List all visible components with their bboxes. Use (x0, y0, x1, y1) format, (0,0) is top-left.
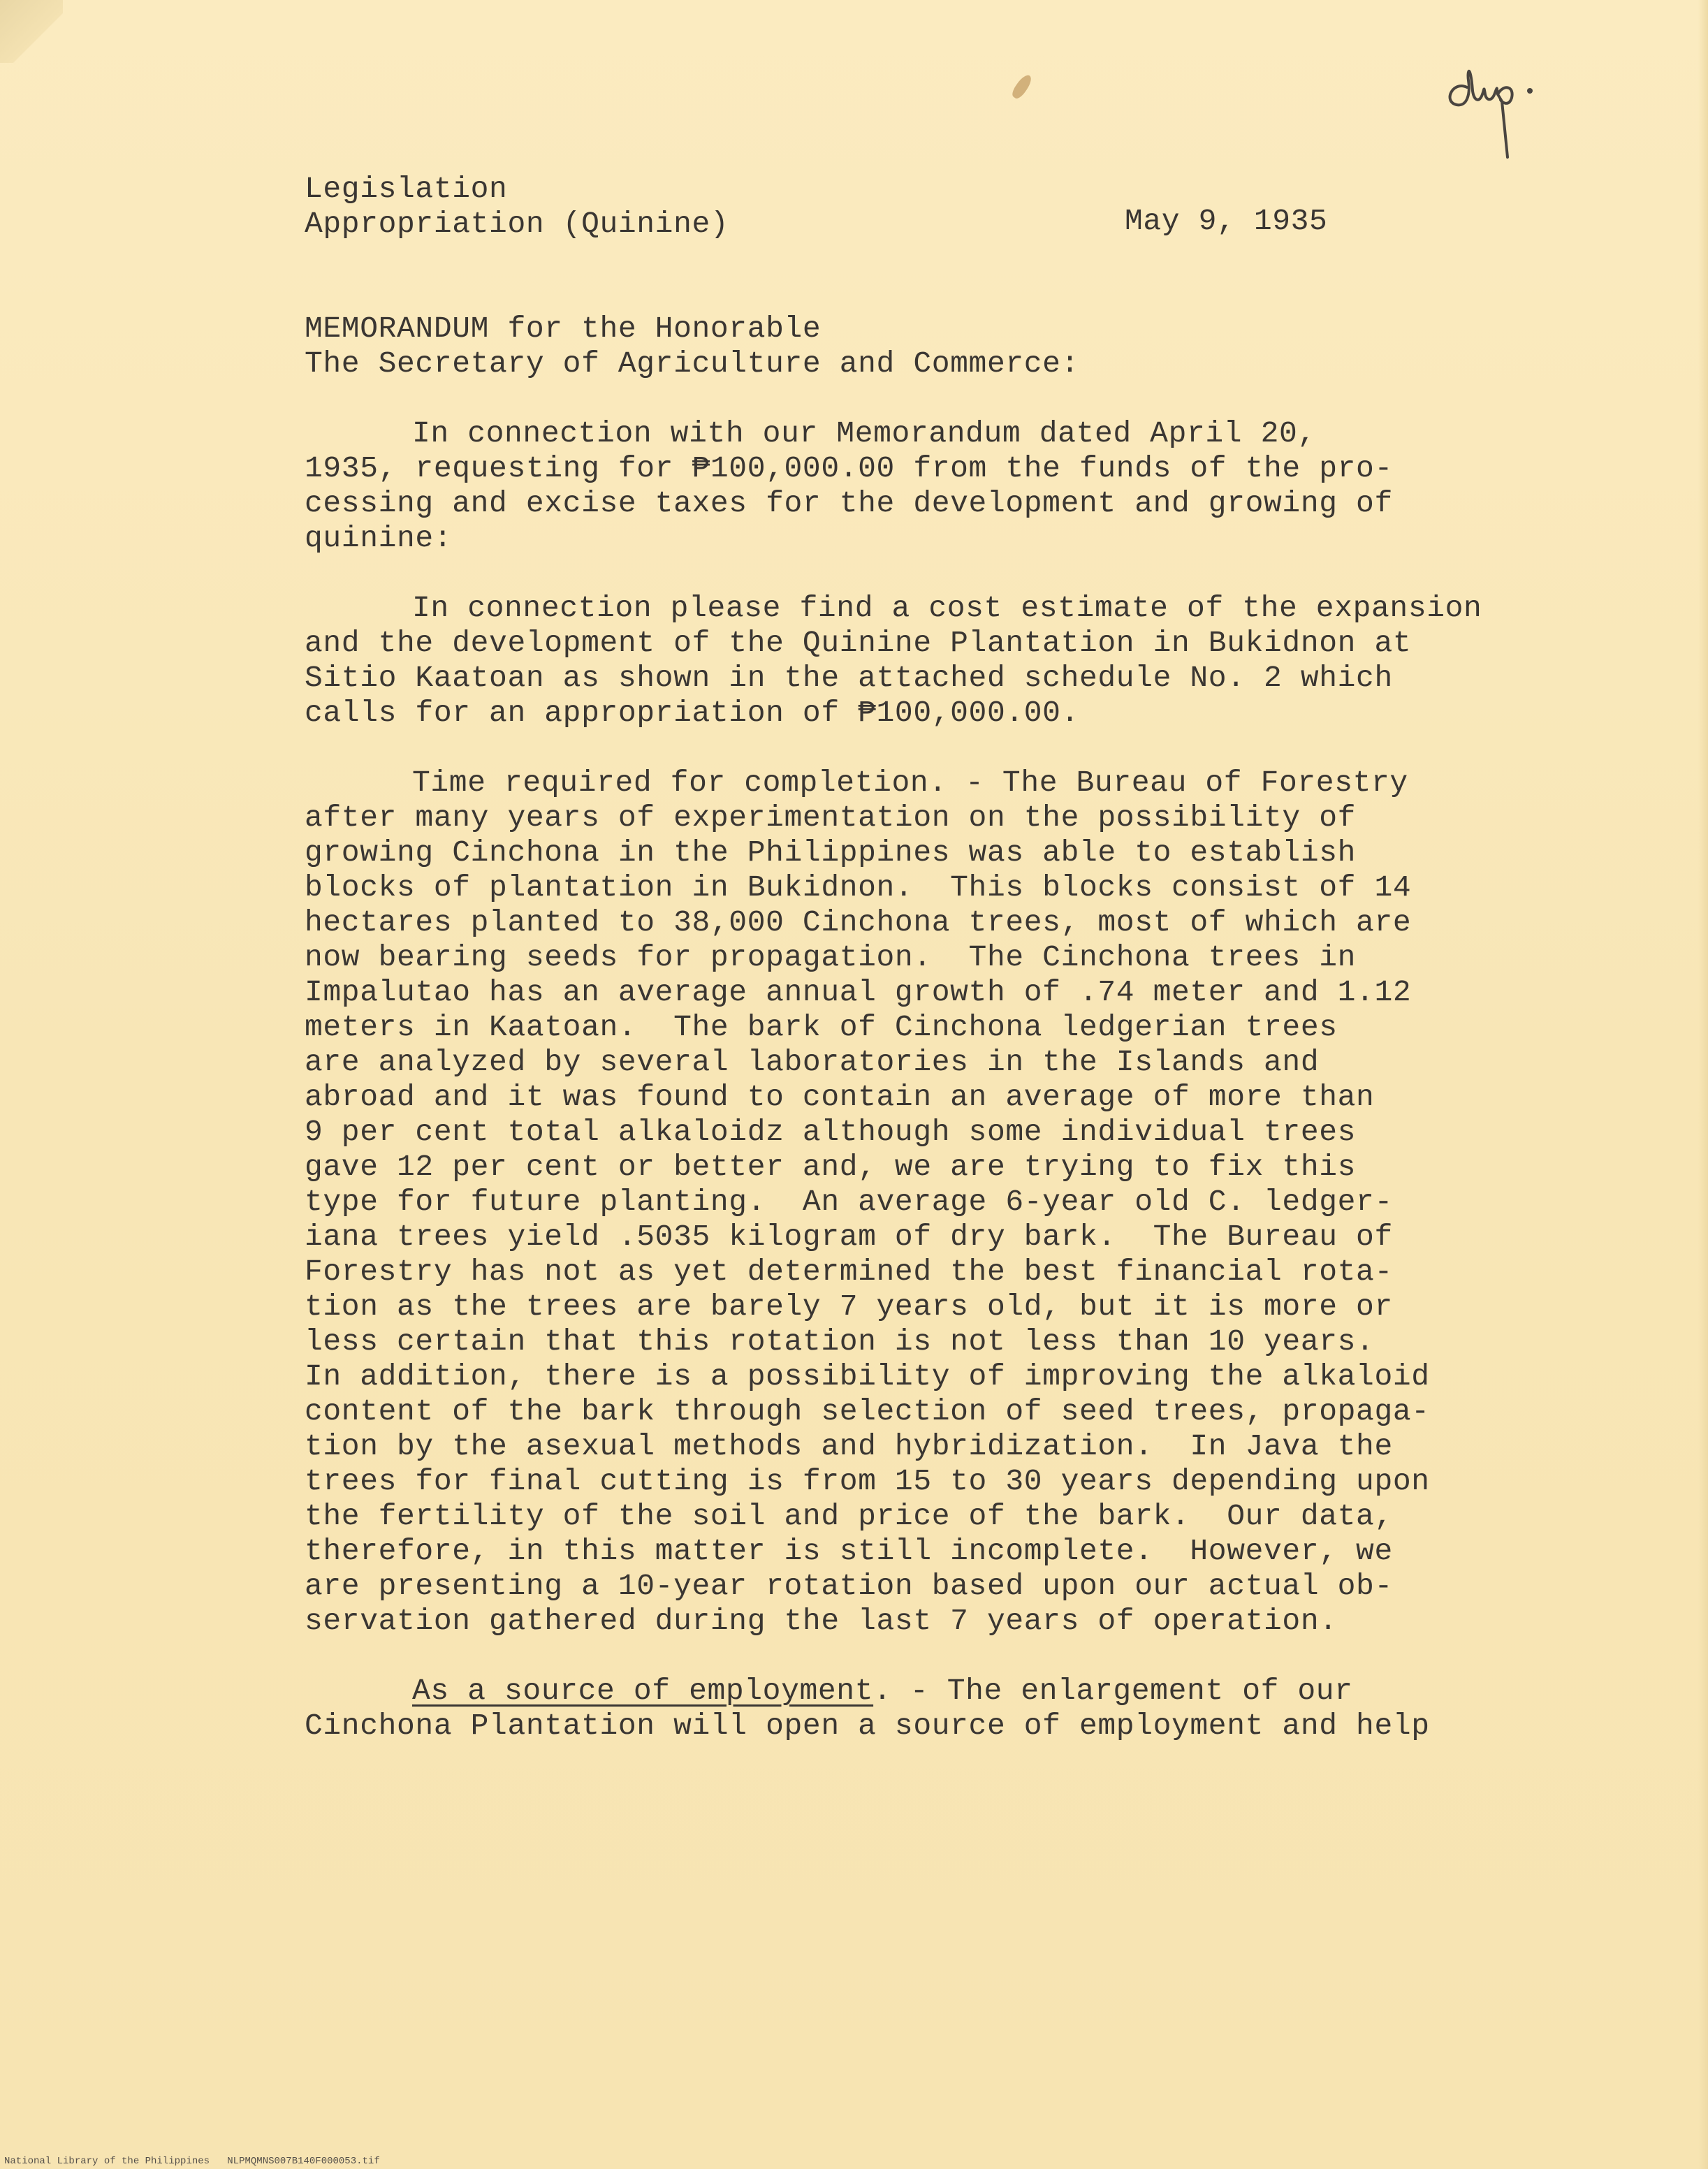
paragraph-2-line: In connection please find a cost estimate of the expansion (412, 591, 1482, 625)
paragraph-3-line: tion by the asexual methods and hybridization. In Java the (305, 1429, 1393, 1463)
paragraph-3-line: meters in Kaatoan. The bark of Cinchona ledgerian trees (305, 1010, 1338, 1044)
footer-file-id: NLPMQMNS007B140F000053.tif (227, 2156, 380, 2167)
salutation-line-2: The Secretary of Agriculture and Commerce: (305, 346, 1079, 381)
salutation-line-1: MEMORANDUM for the Honorable (305, 312, 822, 346)
paragraph-3-line: therefore, in this matter is still incomplete. However, we (305, 1534, 1393, 1568)
paragraph-1-line: quinine: (305, 521, 453, 555)
paragraph-3-line: are analyzed by several laboratories in the Islands and (305, 1045, 1320, 1079)
employment-heading: As a source of employment (412, 1674, 874, 1708)
paragraph-1-line: cessing and excise taxes for the development and growing of (305, 486, 1393, 520)
paragraph-4-line-1 (412, 1674, 1353, 1709)
paragraph-3-line: In addition, there is a possibility of improving the alkaloid (305, 1359, 1430, 1394)
subject-line-appropriation: Appropriation (Quinine) (305, 207, 729, 241)
paragraph-3-line: Impalutao has an average annual growth of .74 meter and 1.12 (305, 975, 1412, 1009)
paragraph-3-line: servation gathered during the last 7 years of operation. (305, 1604, 1338, 1638)
folded-corner (0, 0, 63, 63)
paragraph-3-line: iana trees yield .5035 kilogram of dry bark. The Bureau of (305, 1220, 1393, 1254)
paragraph-3-line: abroad and it was found to contain an average of more than (305, 1080, 1375, 1114)
paragraph-2-line: calls for an appropriation of ₱100,000.00. (305, 696, 1079, 730)
paragraph-1-line: In connection with our Memorandum dated April 20, (412, 416, 1316, 451)
paragraph-3-line: content of the bark through selection of seed trees, propaga- (305, 1394, 1430, 1429)
ink-speck (1010, 73, 1035, 101)
paragraph-2-line: Sitio Kaatoan as shown in the attached schedule No. 2 which (305, 661, 1393, 695)
paragraph-2-line: and the development of the Quinine Plantation in Bukidnon at (305, 626, 1412, 660)
memo-date: May 9, 1935 (1125, 204, 1328, 238)
footer-institution: National Library of the Philippines (4, 2156, 210, 2167)
paragraph-3-line: Forestry has not as yet determined the best financial rota- (305, 1255, 1393, 1289)
paragraph-3-line: now bearing seeds for propagation. The Cinchona trees in (305, 940, 1357, 974)
subject-line-legislation: Legislation (305, 172, 508, 206)
paragraph-3-line: less certain that this rotation is not less than 10 years. (305, 1324, 1375, 1359)
paragraph-3-line: the fertility of the soil and price of the bark. Our data, (305, 1499, 1393, 1533)
paragraph-3-line: gave 12 per cent or better and, we are trying to fix this (305, 1150, 1357, 1184)
paper-edge-shadow (1698, 0, 1708, 2169)
scan-footer (4, 2156, 380, 2167)
paragraph-1-line: 1935, requesting for ₱100,000.00 from the funds of the pro- (305, 451, 1393, 485)
paragraph-3-line: type for future planting. An average 6-year old C. ledger- (305, 1185, 1393, 1219)
paragraph-4-line-2: Cinchona Plantation will open a source of employment and help (305, 1709, 1430, 1743)
paragraph-3-line: tion as the trees are barely 7 years old, but it is more or (305, 1290, 1393, 1324)
paragraph-3-line: blocks of plantation in Bukidnon. This blocks consist of 14 (305, 870, 1412, 905)
paragraph-3-line: 9 per cent total alkaloidz although some individual trees (305, 1115, 1357, 1149)
paragraph-3-line: are presenting a 10-year rotation based upon our actual ob- (305, 1569, 1393, 1603)
handwritten-note-icon (1439, 59, 1558, 178)
paragraph-3-line: hectares planted to 38,000 Cinchona trees, most of which are (305, 905, 1412, 940)
paragraph-3-line: trees for final cutting is from 15 to 30 years depending upon (305, 1464, 1430, 1498)
paragraph-3-line: after many years of experimentation on the possibility of (305, 801, 1357, 835)
paragraph-3-line: growing Cinchona in the Philippines was able to establish (305, 835, 1357, 870)
paragraph-3-line: Time required for completion. - The Bureau of Forestry (412, 766, 1408, 800)
paragraph-4-line-1-rest: . - The enlargement of our (873, 1674, 1353, 1708)
